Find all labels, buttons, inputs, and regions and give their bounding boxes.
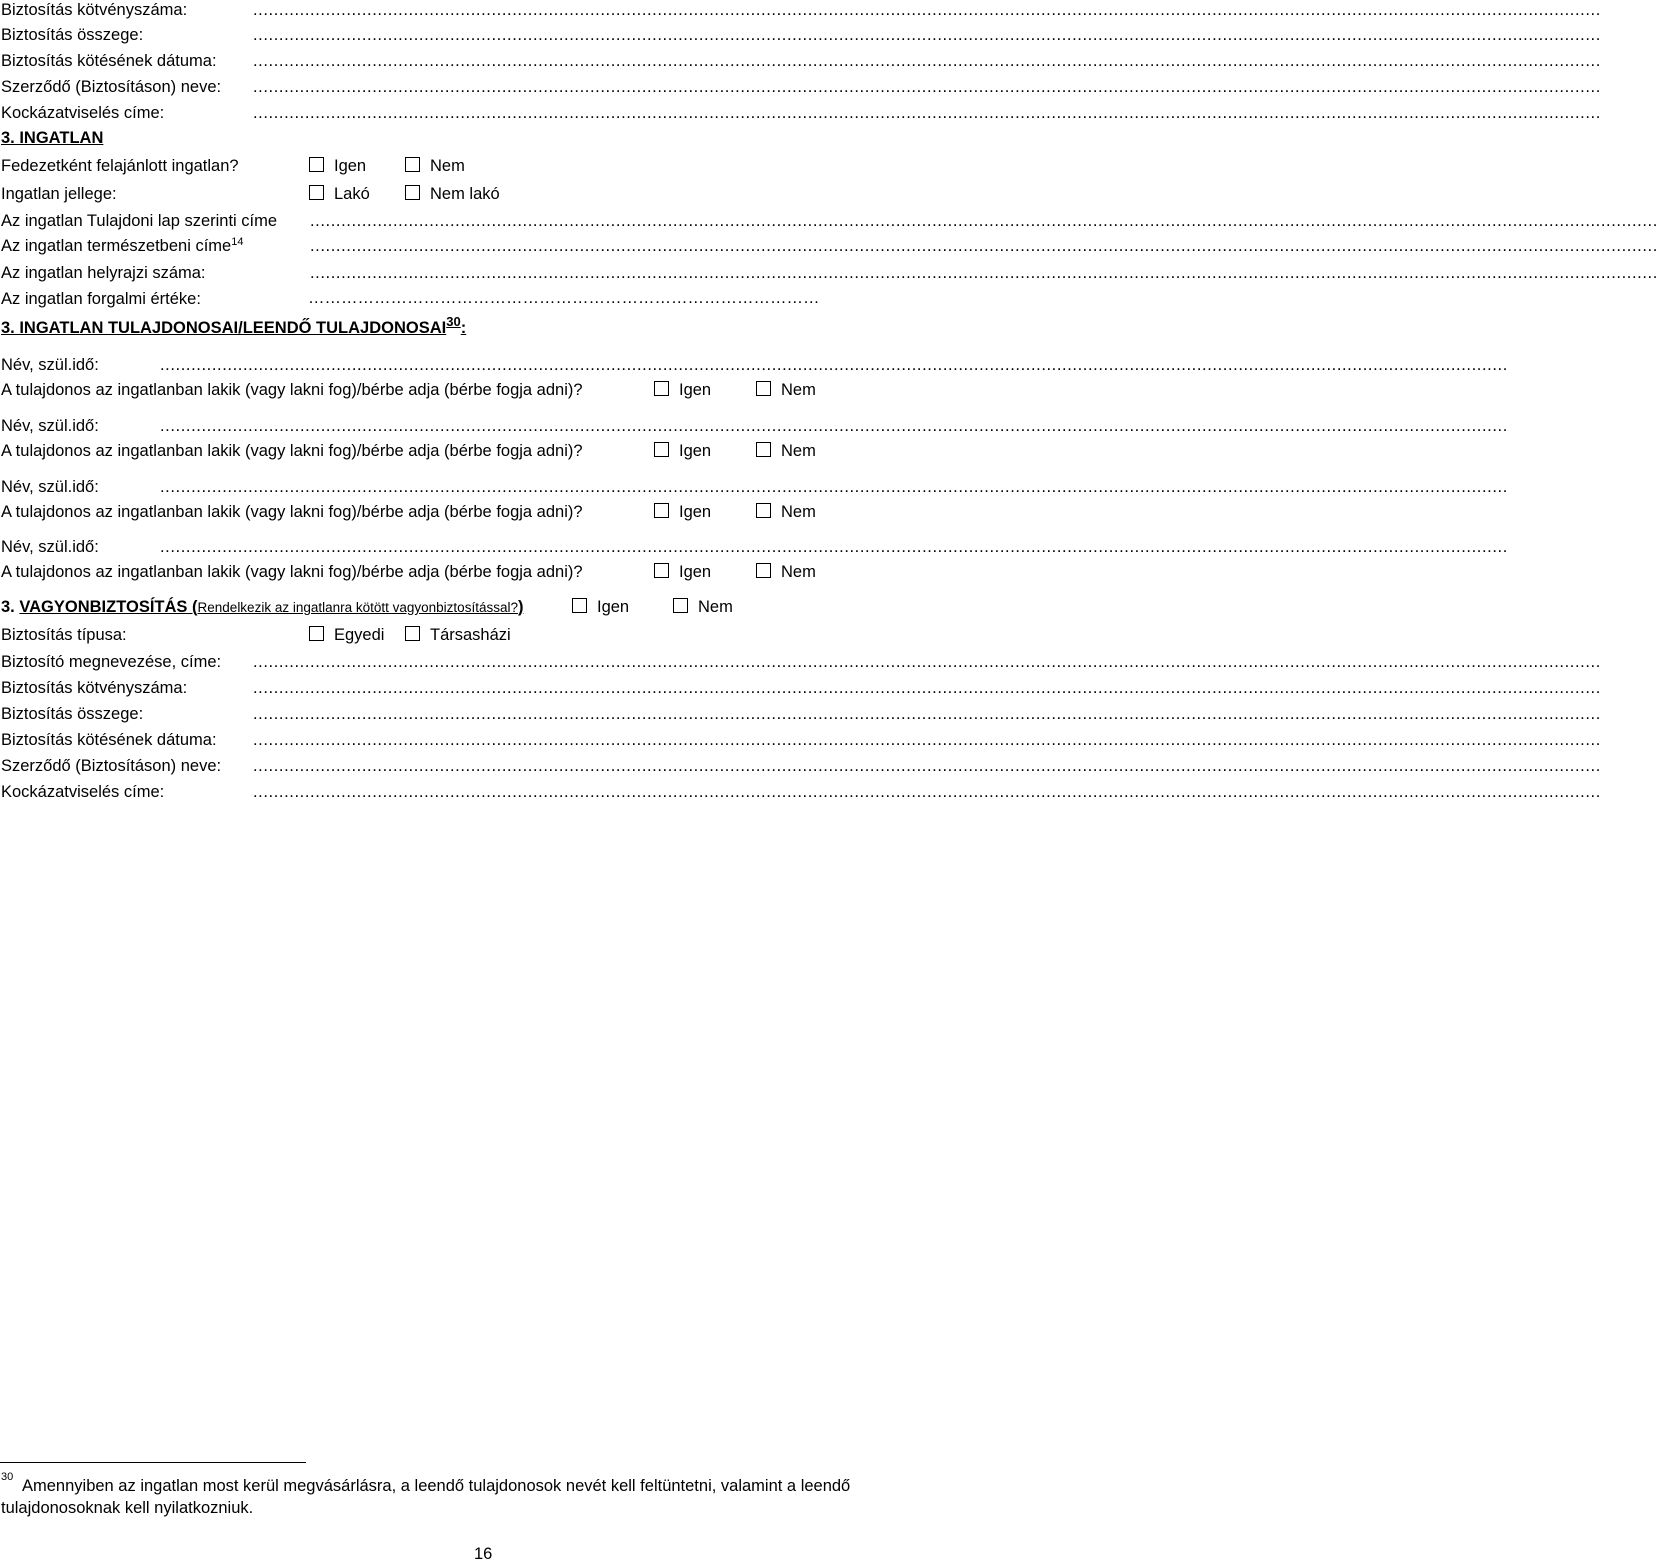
owner-2-no-label: Nem (781, 442, 816, 460)
insurer-field[interactable]: .................................................................................................................................................................................................................................................................... (253, 653, 1601, 671)
owner-2-yes-label: Igen (679, 442, 712, 460)
owner-4-question: A tulajdonos az ingatlanban lakik (vagy lakni fog)/bérbe adja (bérbe fogja adni)? (1, 563, 583, 581)
physical-address-label: Az ingatlan természetbeni címe$^{14}$ (1, 236, 244, 255)
owner-2-question: A tulajdonos az ingatlanban lakik (vagy lakni fog)/bérbe adja (bérbe fogja adni)? (1, 442, 583, 460)
land-registry-address-field[interactable]: .................................................................................................................................................................................................................................................................... (310, 212, 1658, 230)
pi-contract-party-label: Szerződő (Biztosításon) neve: (1, 757, 222, 775)
owner-4-yes-label: Igen (679, 563, 712, 581)
condominium-label: Társasházi (430, 626, 511, 644)
owner-2-yes-checkbox[interactable] (654, 442, 669, 457)
owner-4-yes-checkbox[interactable] (654, 563, 669, 578)
physical-address-field[interactable]: .................................................................................................................................................................................................................................................................... (310, 237, 1658, 255)
owner-1-name-field[interactable]: .................................................................................................................................................................................................................................................................... (160, 356, 1508, 374)
owner-1-yes-checkbox[interactable] (654, 381, 669, 396)
owner-4-no-checkbox[interactable] (756, 563, 771, 578)
individual-checkbox[interactable] (309, 626, 324, 641)
pi-date-field[interactable]: .................................................................................................................................................................................................................................................................... (253, 731, 1601, 749)
amount-label: Biztosítás összege: (1, 26, 144, 44)
owners-section-title: 3. INGATLAN TULAJDONOSAI/LEENDŐ TULAJDONOSAI$^{30}$: (1, 314, 467, 337)
collateral-yes-checkbox[interactable] (309, 157, 324, 172)
owner-1-question: A tulajdonos az ingatlanban lakik (vagy lakni fog)/bérbe adja (bérbe fogja adni)? (1, 381, 583, 399)
owner-3-no-checkbox[interactable] (756, 503, 771, 518)
owner-3-name-label: Név, szül.idő: (1, 478, 99, 496)
page-number: 16 (474, 1545, 493, 1563)
amount-field[interactable]: .................................................................................................................................................................................................................................................................... (253, 26, 1601, 44)
owner-1-name-label: Név, szül.idő: (1, 356, 99, 374)
owner-4-name-label: Név, szül.idő: (1, 538, 99, 556)
non-residential-label: Nem lakó (430, 185, 500, 203)
owner-2-name-label: Név, szül.idő: (1, 417, 99, 435)
owner-3-yes-label: Igen (679, 503, 712, 521)
owner-3-no-label: Nem (781, 503, 816, 521)
footnote-text-line2: tulajdonosoknak kell nyilatkozniuk. (1, 1499, 254, 1517)
residential-label: Lakó (334, 185, 370, 203)
owner-1-yes-label: Igen (679, 381, 712, 399)
pi-risk-address-field[interactable]: .................................................................................................................................................................................................................................................................... (253, 783, 1601, 801)
risk-address-label: Kockázatviselés címe: (1, 104, 165, 122)
contract-party-label: Szerződő (Biztosításon) neve: (1, 78, 222, 96)
collateral-yes-label: Igen (334, 157, 367, 175)
market-value-label: Az ingatlan forgalmi értéke: (1, 290, 201, 308)
insurance-yes-checkbox[interactable] (572, 598, 587, 613)
insurer-label: Biztosító megnevezése, címe: (1, 653, 222, 671)
land-registry-address-label: Az ingatlan Tulajdoni lap szerinti címe (1, 212, 278, 230)
insurance-yes-label: Igen (597, 598, 630, 616)
date-label: Biztosítás kötésének dátuma: (1, 52, 217, 70)
owner-4-no-label: Nem (781, 563, 816, 581)
policy-number-label: Biztosítás kötvényszáma: (1, 1, 188, 19)
pi-amount-field[interactable]: .................................................................................................................................................................................................................................................................... (253, 705, 1601, 723)
insurance-no-label: Nem (698, 598, 733, 616)
pi-policy-number-label: Biztosítás kötvényszáma: (1, 679, 188, 697)
property-insurance-title: 3. VAGYONBIZTOSÍTÁS (Rendelkezik az ingatlanra kötött vagyonbiztosítással?) (1, 598, 524, 616)
parcel-number-label: Az ingatlan helyrajzi száma: (1, 264, 206, 282)
collateral-no-checkbox[interactable] (405, 157, 420, 172)
date-field[interactable]: .................................................................................................................................................................................................................................................................... (253, 52, 1601, 70)
footnote-separator (0, 1462, 306, 1463)
insurance-no-checkbox[interactable] (673, 598, 688, 613)
pi-date-label: Biztosítás kötésének dátuma: (1, 731, 217, 749)
pi-policy-number-field[interactable]: .................................................................................................................................................................................................................................................................... (253, 679, 1601, 697)
non-residential-checkbox[interactable] (405, 185, 420, 200)
market-value-field[interactable]: ………………………………………………………………………………… (308, 289, 820, 307)
pi-amount-label: Biztosítás összege: (1, 705, 144, 723)
footnote-ref-14: 14 (231, 236, 244, 248)
owner-1-no-checkbox[interactable] (756, 381, 771, 396)
residential-checkbox[interactable] (309, 185, 324, 200)
footnote-number: 30 (1, 1471, 14, 1483)
owner-3-question: A tulajdonos az ingatlanban lakik (vagy lakni fog)/bérbe adja (bérbe fogja adni)? (1, 503, 583, 521)
pi-contract-party-field[interactable]: .................................................................................................................................................................................................................................................................... (253, 757, 1601, 775)
parcel-number-field[interactable]: .................................................................................................................................................................................................................................................................... (310, 264, 1658, 282)
property-nature-label: Ingatlan jellege: (1, 185, 117, 203)
owner-4-name-field[interactable]: .................................................................................................................................................................................................................................................................... (160, 538, 1508, 556)
footnote-text-line1: Amennyiben az ingatlan most kerül megvásárlásra, a leendő tulajdonosok nevét kell feltüntetni, valamint a leendő (22, 1477, 851, 1495)
collateral-question: Fedezetként felajánlott ingatlan? (1, 157, 239, 175)
owner-2-name-field[interactable]: .................................................................................................................................................................................................................................................................... (160, 417, 1508, 435)
owner-2-no-checkbox[interactable] (756, 442, 771, 457)
policy-number-field[interactable]: .................................................................................................................................................................................................................................................................... (253, 1, 1601, 19)
owner-1-no-label: Nem (781, 381, 816, 399)
insurance-type-label: Biztosítás típusa: (1, 626, 127, 644)
individual-label: Egyedi (334, 626, 385, 644)
condominium-checkbox[interactable] (405, 626, 420, 641)
contract-party-field[interactable]: .................................................................................................................................................................................................................................................................... (253, 78, 1601, 96)
collateral-no-label: Nem (430, 157, 465, 175)
owner-3-yes-checkbox[interactable] (654, 503, 669, 518)
footnote-ref-30: 30 (446, 314, 461, 329)
risk-address-field[interactable]: .................................................................................................................................................................................................................................................................... (253, 104, 1601, 122)
property-section-title: 3. INGATLAN (1, 129, 104, 147)
owner-3-name-field[interactable]: .................................................................................................................................................................................................................................................................... (160, 478, 1508, 496)
pi-risk-address-label: Kockázatviselés címe: (1, 783, 165, 801)
